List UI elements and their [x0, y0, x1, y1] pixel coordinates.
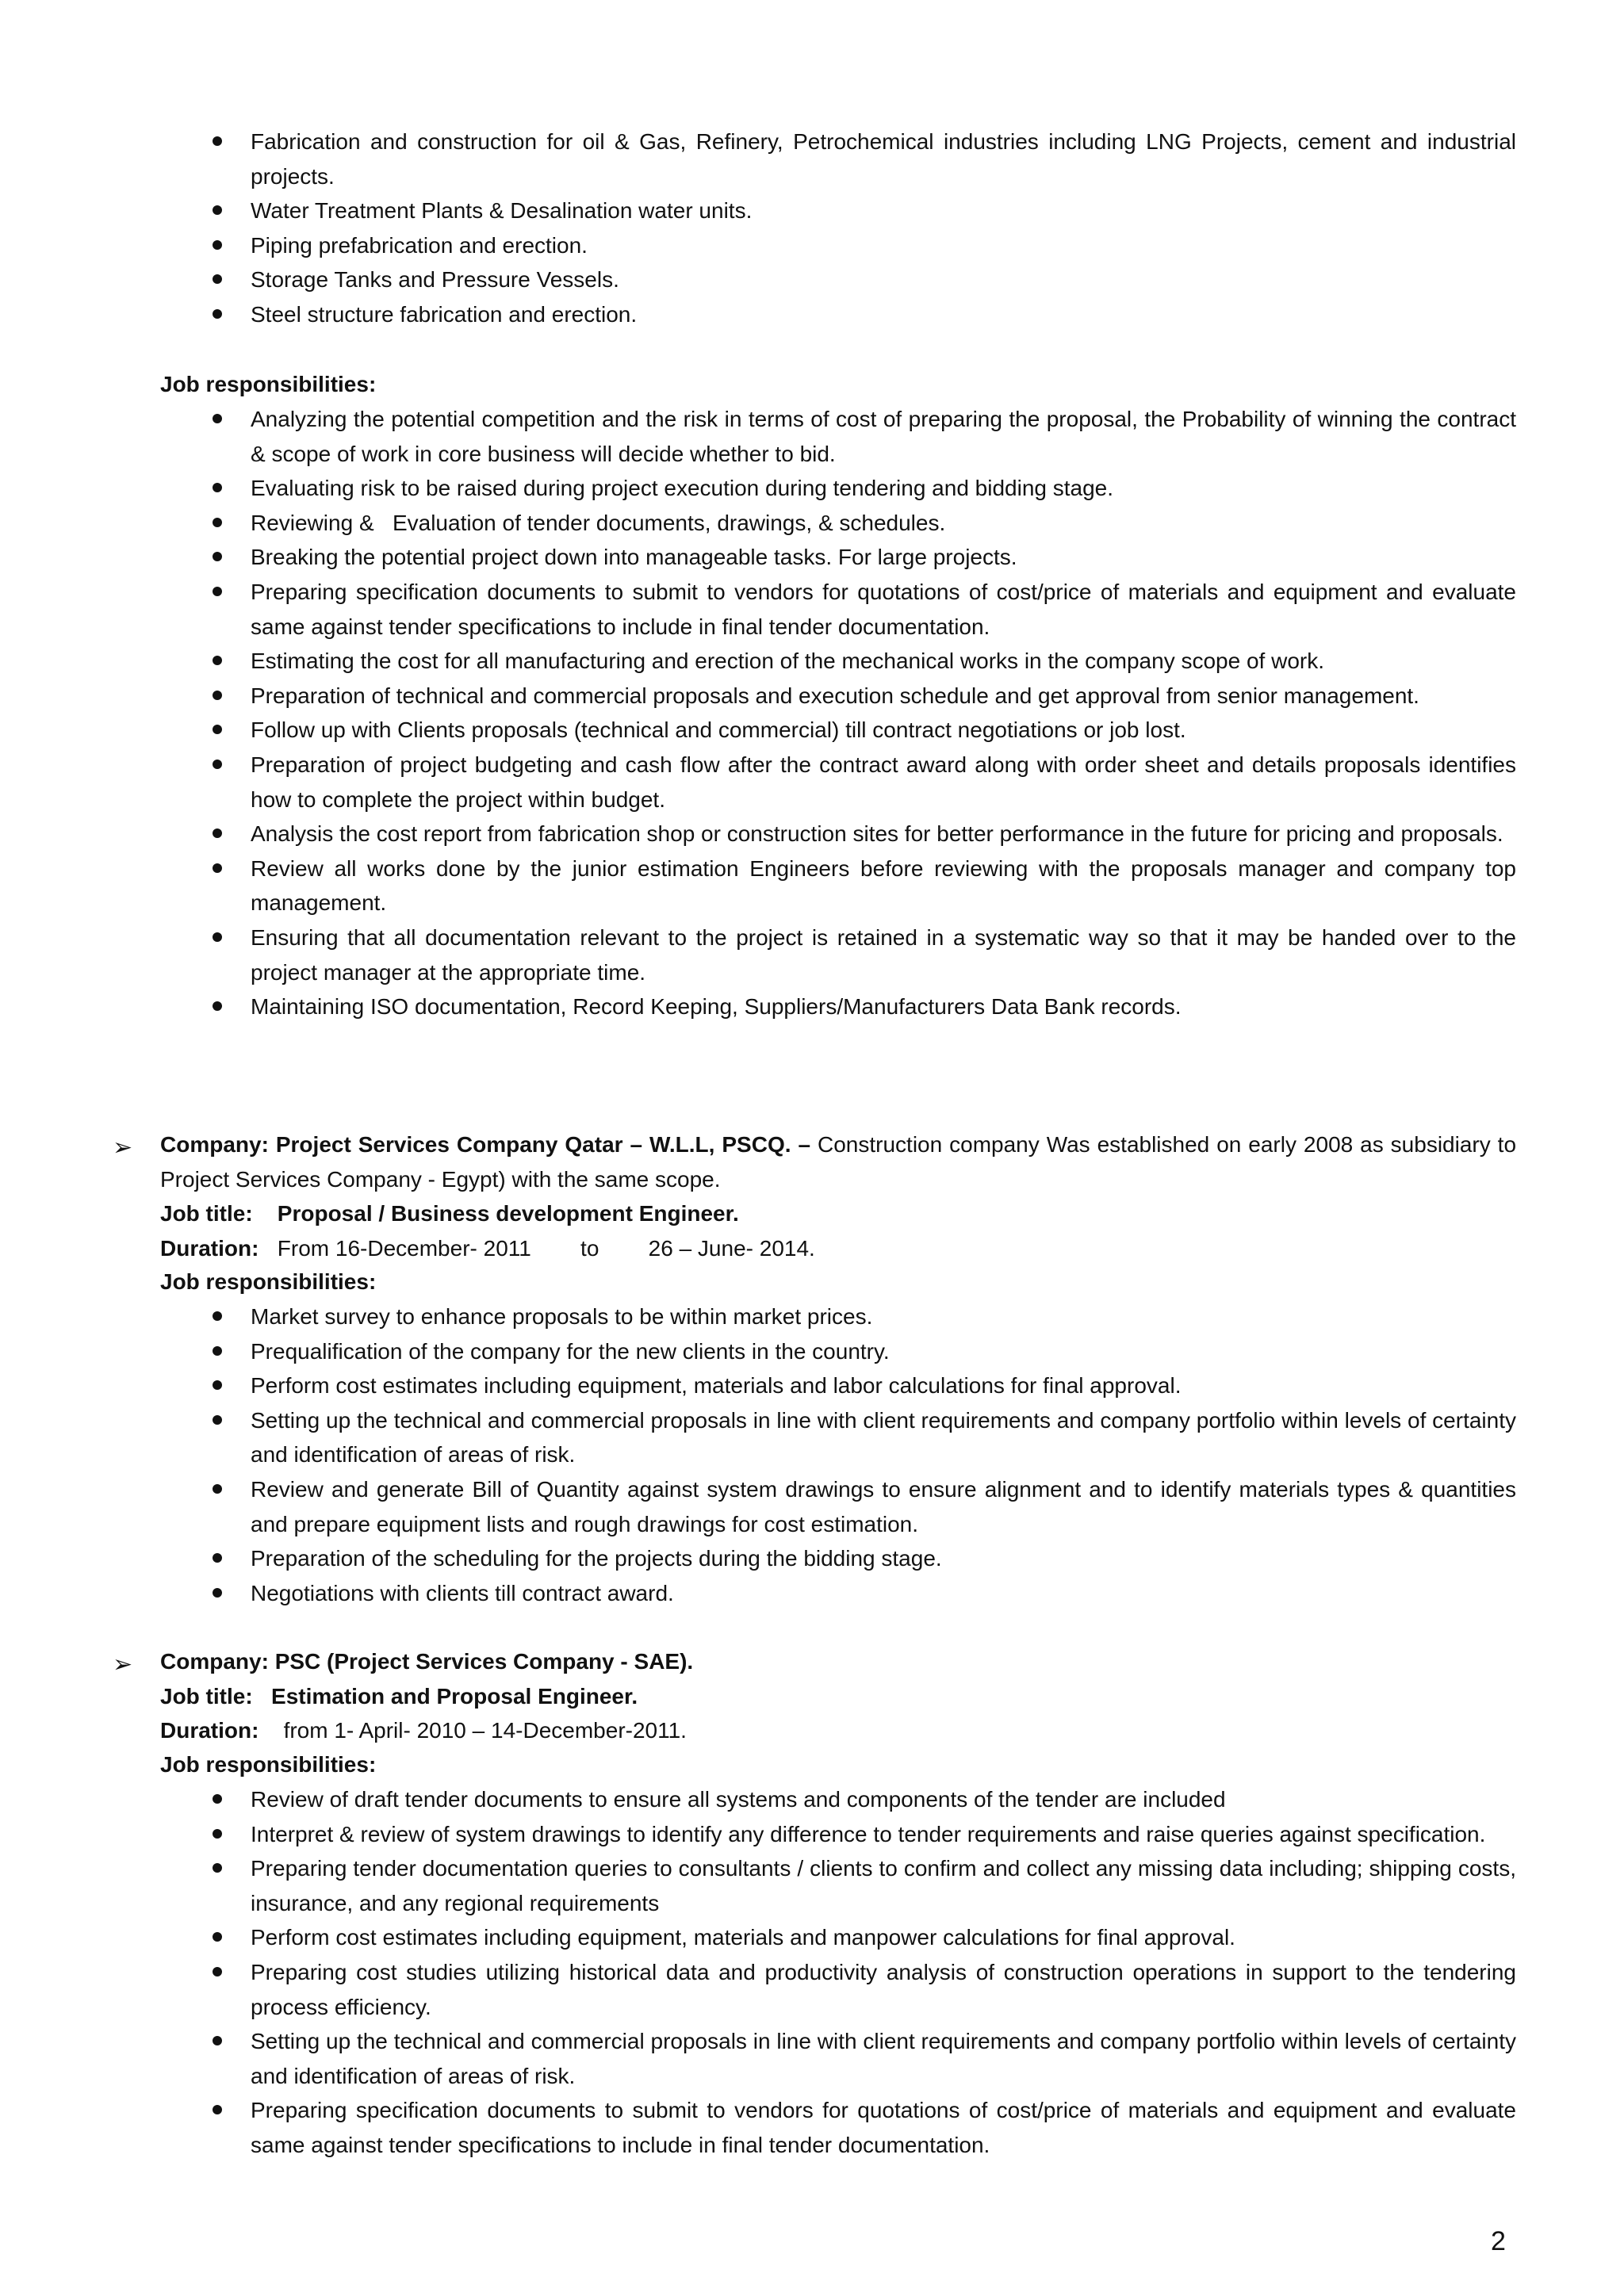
list-item: Reviewing & Evaluation of tender documents, drawings, & schedules. — [251, 506, 1516, 541]
list-item: Setting up the technical and commercial proposals in line with client requirements and company portfolio within levels of certainty and identification of areas of risk. — [251, 2024, 1516, 2093]
job-title-line: Job title: Proposal / Business development Engineer. — [160, 1201, 739, 1226]
list-item: Review and generate Bill of Quantity against system drawings to ensure alignment and to identify materials types & quantities and prepare equipment lists and rough drawings for cost estimation. — [251, 1472, 1516, 1541]
page-number: 2 — [1491, 2226, 1506, 2256]
bullet-icon — [213, 1967, 222, 1976]
list-item: Preparing specification documents to submit to vendors for quotations of cost/price of materials and equipment and evaluate same against tender specifications to include in final tender documentation. — [251, 2093, 1516, 2162]
list-item: Steel structure fabrication and erection. — [251, 297, 1516, 332]
arrow-bullet-icon: ➢ — [113, 1651, 133, 1678]
list-item: Preparation of the scheduling for the projects during the bidding stage. — [251, 1541, 1516, 1576]
job-responsibilities-heading: Job responsibilities: — [160, 1752, 377, 1777]
bullet-icon — [213, 274, 222, 284]
list-item: Water Treatment Plants & Desalination water units. — [251, 193, 1516, 228]
bullet-icon — [213, 1588, 222, 1598]
list-item: Market survey to enhance proposals to be within market prices. — [251, 1299, 1516, 1334]
bullet-icon — [213, 1553, 222, 1563]
list-item: Preparing cost studies utilizing historical data and productivity analysis of construction operations in support to the tendering process efficiency. — [251, 1955, 1516, 2024]
list-item: Follow up with Clients proposals (technical and commercial) till contract negotiations or job lost. — [251, 713, 1516, 748]
list-item: Review of draft tender documents to ensure all systems and components of the tender are included — [251, 1782, 1516, 1817]
list-item: Storage Tanks and Pressure Vessels. — [251, 262, 1516, 297]
bullet-icon — [213, 2036, 222, 2045]
bullet-icon — [213, 1001, 222, 1011]
bullet-icon — [213, 136, 222, 146]
bullet-icon — [213, 691, 222, 700]
bullet-icon — [213, 2105, 222, 2114]
job-responsibilities-heading: Job responsibilities: — [160, 1269, 377, 1294]
job-responsibilities-heading: Job responsibilities: — [160, 372, 377, 396]
list-item: Analyzing the potential competition and the risk in terms of cost of preparing the proposal, the Probability of winning the contract & scope of work in core business will decide whether to bid. — [251, 402, 1516, 471]
list-item: Preparing specification documents to submit to vendors for quotations of cost/price of materials and equipment and evaluate same against tender specifications to include in final tender documentation. — [251, 575, 1516, 644]
bullet-icon — [213, 1484, 222, 1494]
bullet-icon — [213, 1346, 222, 1356]
list-item: Evaluating risk to be raised during project execution during tendering and bidding stage. — [251, 471, 1516, 506]
bullet-icon — [213, 828, 222, 838]
bullet-icon — [213, 1863, 222, 1873]
responsibilities-list — [0, 1299, 1624, 1610]
list-item: Estimating the cost for all manufacturing and erection of the mechanical works in the company scope of work. — [251, 644, 1516, 679]
bullet-icon — [213, 1380, 222, 1390]
bullet-icon — [213, 760, 222, 769]
bullet-icon — [213, 205, 222, 215]
bullet-icon — [213, 1932, 222, 1942]
list-item: Negotiations with clients till contract award. — [251, 1576, 1516, 1611]
bullet-icon — [213, 725, 222, 734]
bullet-icon — [213, 483, 222, 492]
bullet-icon — [213, 240, 222, 250]
intro-bullet-list — [0, 124, 1624, 332]
bullet-icon — [213, 1829, 222, 1839]
list-item: Piping prefabrication and erection. — [251, 228, 1516, 263]
responsibilities-list — [0, 1782, 1624, 2163]
list-item: Preparing tender documentation queries to consultants / clients to confirm and collect any missing data including; shipping costs, insurance, and any regional requirements — [251, 1851, 1516, 1920]
list-item: Setting up the technical and commercial proposals in line with client requirements and company portfolio within levels of certainty and identification of areas of risk. — [251, 1403, 1516, 1472]
list-item: Perform cost estimates including equipment, materials and manpower calculations for final approval. — [251, 1920, 1516, 1955]
list-item: Analysis the cost report from fabrication shop or construction sites for better performance in the future for pricing and proposals. — [251, 817, 1516, 851]
bullet-icon — [213, 518, 222, 527]
bullet-icon — [213, 1415, 222, 1425]
list-item: Preparation of technical and commercial proposals and execution schedule and get approval from senior management. — [251, 679, 1516, 714]
list-item: Maintaining ISO documentation, Record Keeping, Suppliers/Manufacturers Data Bank records. — [251, 989, 1516, 1024]
bullet-icon — [213, 863, 222, 873]
company-entry-psc: ➢ Company: PSC (Project Services Company - SAE). — [160, 1644, 1516, 1679]
bullet-icon — [213, 552, 222, 561]
list-item: Interpret & review of system drawings to identify any difference to tender requirements and raise queries against specification. — [251, 1817, 1516, 1852]
duration-line: Duration: from 1- April- 2010 – 14-December-2011. — [160, 1718, 687, 1743]
bullet-icon — [213, 309, 222, 319]
bullet-icon — [213, 932, 222, 942]
list-item: Ensuring that all documentation relevant to the project is retained in a systematic way so that it may be handed over to the project manager at the appropriate time. — [251, 920, 1516, 989]
bullet-icon — [213, 414, 222, 423]
responsibilities-list — [0, 402, 1624, 1024]
list-item: Preparation of project budgeting and cash flow after the contract award along with order sheet and details proposals identifies how to complete the project within budget. — [251, 748, 1516, 817]
bullet-icon — [213, 1794, 222, 1804]
list-item: Review all works done by the junior estimation Engineers before reviewing with the proposals manager and company top management. — [251, 851, 1516, 920]
list-item: Breaking the potential project down into manageable tasks. For large projects. — [251, 540, 1516, 575]
job-title-line: Job title: Estimation and Proposal Engineer. — [160, 1684, 638, 1709]
company-entry-pscq: ➢ Company: Project Services Company Qatar – W.L.L, PSCQ. – Construction company Was established on early 2008 as subsidiary to Project Services Company - Egypt) with the same scope. — [113, 1132, 1517, 1192]
list-item: Fabrication and construction for oil & Gas, Refinery, Petrochemical industries including LNG Projects, cement and industrial projects. — [251, 124, 1516, 193]
list-item: Prequalification of the company for the new clients in the country. — [251, 1334, 1516, 1369]
list-item: Perform cost estimates including equipment, materials and labor calculations for final approval. — [251, 1368, 1516, 1403]
duration-line: Duration: From 16-December- 2011 to 26 – June- 2014. — [160, 1236, 815, 1261]
bullet-icon — [213, 1311, 222, 1321]
bullet-icon — [213, 587, 222, 596]
arrow-bullet-icon: ➢ — [113, 1135, 133, 1161]
bullet-icon — [213, 656, 222, 665]
